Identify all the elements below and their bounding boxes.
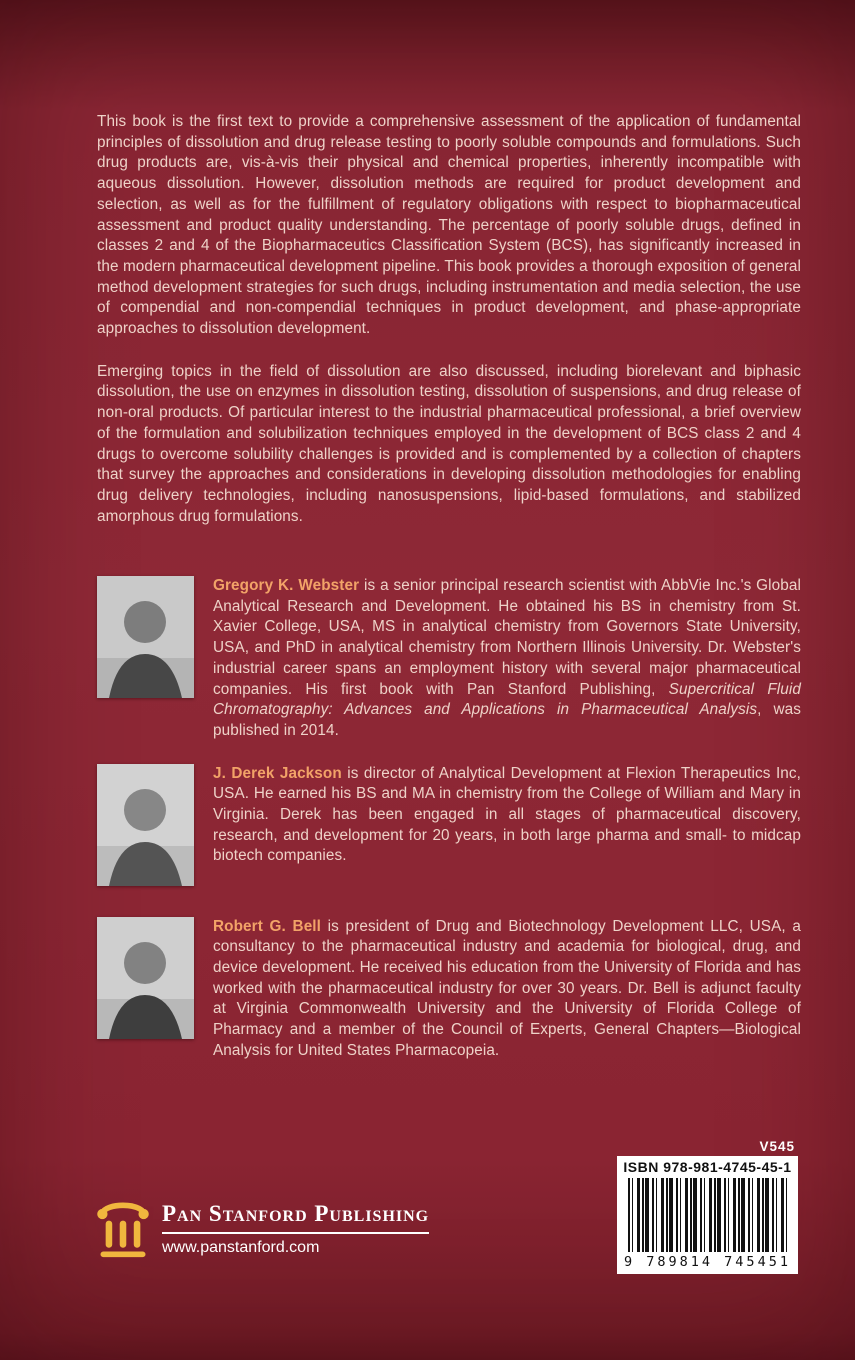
author-bio-text: is president of Drug and Biotechnology Development LLC, USA, a consultancy to the pharmaceutical industry and academia for biological, drug, and device development. He received his education from the University of Florida and has worked with the pharmaceutical industry for over 30 years. Dr. Bell is adjunct faculty at Virginia Commonwealth University and the University of Florida College of Pharmacy and a member of the Council of Experts, General Chapters—Biological Analysis for United States Pharmacopeia. [213,917,801,1059]
barcode-bars [628,1178,787,1252]
author-photo-bell [97,917,194,1039]
barcode-block [617,1139,798,1274]
author-photo-jackson [97,764,194,886]
author-bio-text: , was published in 2014. [213,701,801,739]
author-name-webster: Gregory K. Webster [213,577,360,594]
author-bio-bell [213,917,801,1062]
synopsis [97,112,801,549]
author-bio-text: is director of Analytical Development at Flexion Therapeutics Inc, USA. He earned his BS and MA in chemistry from the College of William and Mary in Virginia. Derek has been engaged in all stages of pharmaceutical discovery, research, and development for 20 years, in both large pharma and small- to midcap biotech companies. [213,764,802,865]
author-bios-section [97,576,801,1062]
author-bio-text: is a senior principal research scientist with AbbVie Inc.'s Global Analytical Research and Development. He obtained his BS in chemistry from St. Xavier College, USA, MS in analytical chemistry from Governors State University, USA, and PhD in analytical chemistry from Northern Illinois University. Dr. Webster's industrial career spans an employment history with several major pharmaceutical companies. His first book with Pan Stanford Publishing, [213,577,801,698]
author-name-jackson: J. Derek Jackson [213,764,342,782]
author-bio-webster [213,576,801,742]
author-block-webster [97,576,801,742]
synopsis-paragraph-1: This book is the first text to provide a comprehensive assessment of the application of fundamental principles of dissolution and drug release testing to poorly soluble compounds and formulations. Such drug products are, vis-à-vis their physical and chemical properties, inherently incompatible with aqueous dissolution. However, dissolution methods are required for product development and selection, as well as for the fulfillment of regulatory obligations with respect to biopharmaceutical assessment and product quality understanding. The percentage of poorly soluble drugs, defined in classes 2 and 4 of the Biopharmaceutics Classification System (BCS), has significantly increased in the modern pharmaceutical development pipeline. This book provides a thorough exposition of general method development strategies for such drugs, including instrumentation and media selection, the use of compendial and non-compendial techniques in product development, and phase-appropriate approaches to dissolution development. [97,113,801,338]
author-block-jackson [97,764,801,886]
synopsis-paragraph-2: Emerging topics in the field of dissolution are also discussed, including biorelevant and biphasic dissolution, the use on enzymes in dissolution testing, dissolution of suspensions, and drug release of non-oral products. Of particular interest to the industrial pharmaceutical professional, a brief overview of the formulation and solubilization techniques employed in the development of BCS class 2 and 4 drugs to overcome solubility challenges is provided and is complemented by a collection of chapters that survey the approaches and considerations in developing dissolution methodologies for enabling drug delivery technologies, including nanosuspensions, lipid-based formulations, and stabilized amorphous drug formulations. [97,362,801,525]
publisher-column-icon [93,1198,153,1260]
author-bio-jackson [213,764,801,868]
author-bio-book-title: Supercritical Fluid Chromatography: Advances and Applications in Pharmaceutical Analysis [213,680,801,719]
barcode-code: V545 [759,1139,795,1154]
publisher-logo-block [93,1198,429,1260]
publisher-text-block [162,1201,429,1257]
author-block-bell [97,917,801,1062]
isbn-label: ISBN 978-981-4745-45-1 [623,1159,792,1175]
barcode-box [617,1156,798,1274]
barcode-digits: 9 789814 745451 [624,1254,791,1270]
publisher-website: www.panstanford.com [162,1239,320,1256]
author-photo-webster [97,576,194,698]
publisher-name: Pan Stanford Publishing [162,1201,429,1234]
author-name-bell: Robert G. Bell [213,917,321,935]
